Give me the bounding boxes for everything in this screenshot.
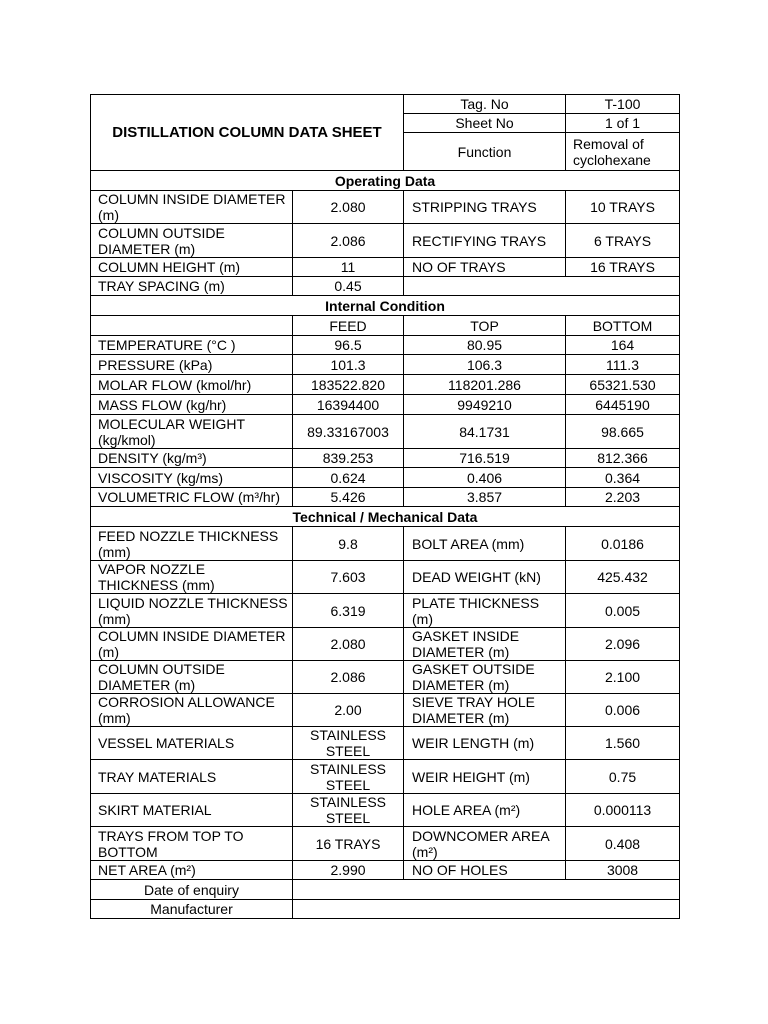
top-value: 118201.286 <box>404 375 566 395</box>
param-value: 16 TRAYS <box>566 258 680 277</box>
param-label: WEIR HEIGHT (m) <box>404 760 566 794</box>
operating-data-heading: Operating Data <box>91 171 680 191</box>
param-value: 2.990 <box>293 861 404 880</box>
param-label: MOLECULAR WEIGHT (kg/kmol) <box>91 415 293 449</box>
param-label: VOLUMETRIC FLOW (m³/hr) <box>91 488 293 507</box>
param-label: COLUMN INSIDE DIAMETER (m) <box>91 191 293 224</box>
param-label: LIQUID NOZZLE THICKNESS (mm) <box>91 594 293 628</box>
data-row <box>91 561 680 594</box>
data-row <box>91 628 680 661</box>
datasheet-table <box>90 94 680 919</box>
param-label: VESSEL MATERIALS <box>91 727 293 760</box>
top-value: 80.95 <box>404 336 566 355</box>
param-value: STAINLESS STEEL <box>293 794 404 827</box>
param-label: TEMPERATURE (°C ) <box>91 336 293 355</box>
param-value: STAINLESS STEEL <box>293 760 404 794</box>
param-value: 10 TRAYS <box>566 191 680 224</box>
param-value: 16 TRAYS <box>293 827 404 861</box>
feed-value: 839.253 <box>293 449 404 468</box>
param-label: DEAD WEIGHT (kN) <box>404 561 566 594</box>
param-label: PLATE THICKNESS (m) <box>404 594 566 628</box>
feed-value: 16394400 <box>293 395 404 415</box>
param-label: STRIPPING TRAYS <box>404 191 566 224</box>
footer-row-manufacturer <box>91 900 680 919</box>
bottom-value: 0.364 <box>566 468 680 488</box>
empty-cell <box>404 277 680 296</box>
feed-value: 89.33167003 <box>293 415 404 449</box>
data-row <box>91 760 680 794</box>
param-label: MASS FLOW (kg/hr) <box>91 395 293 415</box>
param-label: CORROSION ALLOWANCE (mm) <box>91 694 293 727</box>
param-value: 0.000113 <box>566 794 680 827</box>
param-label: NET AREA (m²) <box>91 861 293 880</box>
param-label: TRAY MATERIALS <box>91 760 293 794</box>
param-label: SKIRT MATERIAL <box>91 794 293 827</box>
param-label: VISCOSITY (kg/ms) <box>91 468 293 488</box>
bottom-value: 111.3 <box>566 355 680 375</box>
top-value: 106.3 <box>404 355 566 375</box>
section-heading-row <box>91 171 680 191</box>
date-of-enquiry-value <box>293 880 680 900</box>
data-row <box>91 827 680 861</box>
top-value: 3.857 <box>404 488 566 507</box>
data-row <box>91 727 680 760</box>
param-value: 0.45 <box>293 277 404 296</box>
data-row <box>91 277 680 296</box>
param-label: GASKET OUTSIDE DIAMETER (m) <box>404 661 566 694</box>
param-value: 2.080 <box>293 191 404 224</box>
param-value: 2.086 <box>293 224 404 258</box>
param-value: 11 <box>293 258 404 277</box>
param-value: 0.408 <box>566 827 680 861</box>
function-label: Function <box>404 133 566 171</box>
param-label: VAPOR NOZZLE THICKNESS (mm) <box>91 561 293 594</box>
param-label: WEIR LENGTH (m) <box>404 727 566 760</box>
empty-cell <box>91 316 293 336</box>
param-value: 0.75 <box>566 760 680 794</box>
param-value: 2.100 <box>566 661 680 694</box>
data-row <box>91 468 680 488</box>
param-value: STAINLESS STEEL <box>293 727 404 760</box>
data-row <box>91 224 680 258</box>
param-label: HOLE AREA (m²) <box>404 794 566 827</box>
top-value: 0.406 <box>404 468 566 488</box>
param-label: RECTIFYING TRAYS <box>404 224 566 258</box>
data-row <box>91 415 680 449</box>
sheet-no-label: Sheet No <box>404 114 566 133</box>
param-label: NO OF HOLES <box>404 861 566 880</box>
param-value: 6.319 <box>293 594 404 628</box>
param-label: NO OF TRAYS <box>404 258 566 277</box>
param-label: FEED NOZZLE THICKNESS (mm) <box>91 527 293 561</box>
param-value: 2.086 <box>293 661 404 694</box>
manufacturer-value <box>293 900 680 919</box>
feed-value: 0.624 <box>293 468 404 488</box>
param-value: 0.0186 <box>566 527 680 561</box>
param-label: PRESSURE (kPa) <box>91 355 293 375</box>
param-value: 1.560 <box>566 727 680 760</box>
data-row <box>91 336 680 355</box>
bottom-value: 65321.530 <box>566 375 680 395</box>
param-value: 7.603 <box>293 561 404 594</box>
data-row <box>91 355 680 375</box>
bottom-value: 98.665 <box>566 415 680 449</box>
column-header-bottom: BOTTOM <box>566 316 680 336</box>
data-row <box>91 694 680 727</box>
param-label: DOWNCOMER AREA (m²) <box>404 827 566 861</box>
param-label: SIEVE TRAY HOLE DIAMETER (m) <box>404 694 566 727</box>
manufacturer-label: Manufacturer <box>91 900 293 919</box>
section-heading-row <box>91 296 680 316</box>
data-row <box>91 661 680 694</box>
param-value: 2.00 <box>293 694 404 727</box>
param-label: COLUMN OUTSIDE DIAMETER (m) <box>91 661 293 694</box>
sheet-title: DISTILLATION COLUMN DATA SHEET <box>91 95 404 171</box>
feed-value: 5.426 <box>293 488 404 507</box>
data-row <box>91 449 680 468</box>
tag-no-label: Tag. No <box>404 95 566 114</box>
data-row <box>91 375 680 395</box>
function-value: Removal of cyclohexane <box>566 133 680 171</box>
data-row <box>91 191 680 224</box>
feed-value: 101.3 <box>293 355 404 375</box>
date-of-enquiry-label: Date of enquiry <box>91 880 293 900</box>
footer-row-date <box>91 880 680 900</box>
bottom-value: 164 <box>566 336 680 355</box>
section-heading-row <box>91 507 680 527</box>
feed-value: 96.5 <box>293 336 404 355</box>
feed-value: 183522.820 <box>293 375 404 395</box>
param-value: 3008 <box>566 861 680 880</box>
internal-condition-heading: Internal Condition <box>91 296 680 316</box>
param-label: COLUMN INSIDE DIAMETER (m) <box>91 628 293 661</box>
data-row <box>91 861 680 880</box>
data-row <box>91 794 680 827</box>
sheet-no-value: 1 of 1 <box>566 114 680 133</box>
column-header-feed: FEED <box>293 316 404 336</box>
param-value: 2.080 <box>293 628 404 661</box>
top-value: 716.519 <box>404 449 566 468</box>
param-label: MOLAR FLOW (kmol/hr) <box>91 375 293 395</box>
param-value: 0.005 <box>566 594 680 628</box>
param-label: BOLT AREA (mm) <box>404 527 566 561</box>
bottom-value: 6445190 <box>566 395 680 415</box>
param-value: 2.096 <box>566 628 680 661</box>
param-label: GASKET INSIDE DIAMETER (m) <box>404 628 566 661</box>
param-label: COLUMN OUTSIDE DIAMETER (m) <box>91 224 293 258</box>
param-label: COLUMN HEIGHT (m) <box>91 258 293 277</box>
column-header-top: TOP <box>404 316 566 336</box>
param-value: 0.006 <box>566 694 680 727</box>
tag-no-value: T-100 <box>566 95 680 114</box>
param-label: TRAYS FROM TOP TO BOTTOM <box>91 827 293 861</box>
param-label: DENSITY (kg/m³) <box>91 449 293 468</box>
top-value: 84.1731 <box>404 415 566 449</box>
param-value: 425.432 <box>566 561 680 594</box>
param-value: 9.8 <box>293 527 404 561</box>
data-row <box>91 594 680 628</box>
bottom-value: 812.366 <box>566 449 680 468</box>
mechanical-data-heading: Technical / Mechanical Data <box>91 507 680 527</box>
data-row <box>91 258 680 277</box>
data-row <box>91 527 680 561</box>
top-value: 9949210 <box>404 395 566 415</box>
param-label: TRAY SPACING (m) <box>91 277 293 296</box>
header-row-tag <box>91 95 680 114</box>
data-row <box>91 488 680 507</box>
bottom-value: 2.203 <box>566 488 680 507</box>
column-header-row <box>91 316 680 336</box>
param-value: 6 TRAYS <box>566 224 680 258</box>
data-row <box>91 395 680 415</box>
